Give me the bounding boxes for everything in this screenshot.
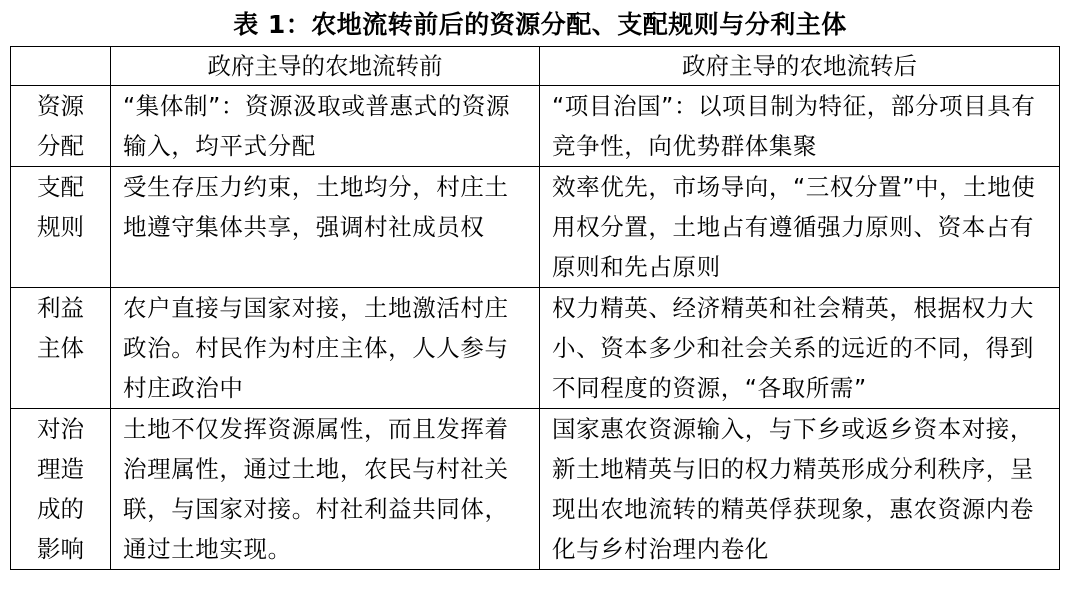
row-label-line: 理造 <box>37 455 84 483</box>
cell-after: “项目治国”：以项目制为特征，部分项目具有竞争性，向优势群体集聚 <box>540 86 1060 167</box>
table-header-row <box>11 47 1060 86</box>
row-label-line: 影响 <box>37 535 84 563</box>
row-label-line: 对治 <box>37 415 84 443</box>
row-label-line: 资源 <box>37 92 84 120</box>
row-label-resource-allocation <box>11 86 111 167</box>
table-row <box>11 167 1060 288</box>
table-caption: 表 1：农地流转前后的资源分配、支配规则与分利主体 <box>233 10 847 39</box>
cell-before: 受生存压力约束，土地均分，村庄土地遵守集体共享，强调村社成员权 <box>111 167 540 288</box>
cell-after: 效率优先，市场导向，“三权分置”中，土地使用权分置，土地占有遵循强力原则、资本占有原则和先占原则 <box>540 167 1060 288</box>
table-row <box>11 288 1060 409</box>
header-cell-before: 政府主导的农地流转前 <box>111 47 540 86</box>
row-label-line: 支配 <box>37 173 84 201</box>
cell-after: 国家惠农资源输入，与下乡或返乡资本对接，新土地精英与旧的权力精英形成分利秩序，呈现出农地流转的精英俘获现象，惠农资源内卷化与乡村治理内卷化 <box>540 409 1060 570</box>
row-label-line: 利益 <box>37 294 84 322</box>
row-label-line: 主体 <box>37 334 84 362</box>
header-cell-after: 政府主导的农地流转后 <box>540 47 1060 86</box>
cell-before: 农户直接与国家对接，土地激活村庄政治。村民作为村庄主体，人人参与村庄政治中 <box>111 288 540 409</box>
row-label-control-rules <box>11 167 111 288</box>
cell-before: “集体制”：资源汲取或普惠式的资源输入，均平式分配 <box>111 86 540 167</box>
cell-after: 权力精英、经济精英和社会精英，根据权力大小、资本多少和社会关系的远近的不同，得到不同程度的资源，“各取所需” <box>540 288 1060 409</box>
row-label-line: 分配 <box>37 132 84 160</box>
table-row <box>11 409 1060 570</box>
row-label-line: 成的 <box>37 495 84 523</box>
row-label-interest-subjects <box>11 288 111 409</box>
row-label-line: 规则 <box>37 213 84 241</box>
cell-before: 土地不仅发挥资源属性，而且发挥着治理属性，通过土地，农民与村社关联，与国家对接。村社利益共同体，通过土地实现。 <box>111 409 540 570</box>
header-cell-corner <box>11 47 111 86</box>
row-label-governance-impact <box>11 409 111 570</box>
table-row <box>11 86 1060 167</box>
comparison-table <box>10 46 1060 570</box>
